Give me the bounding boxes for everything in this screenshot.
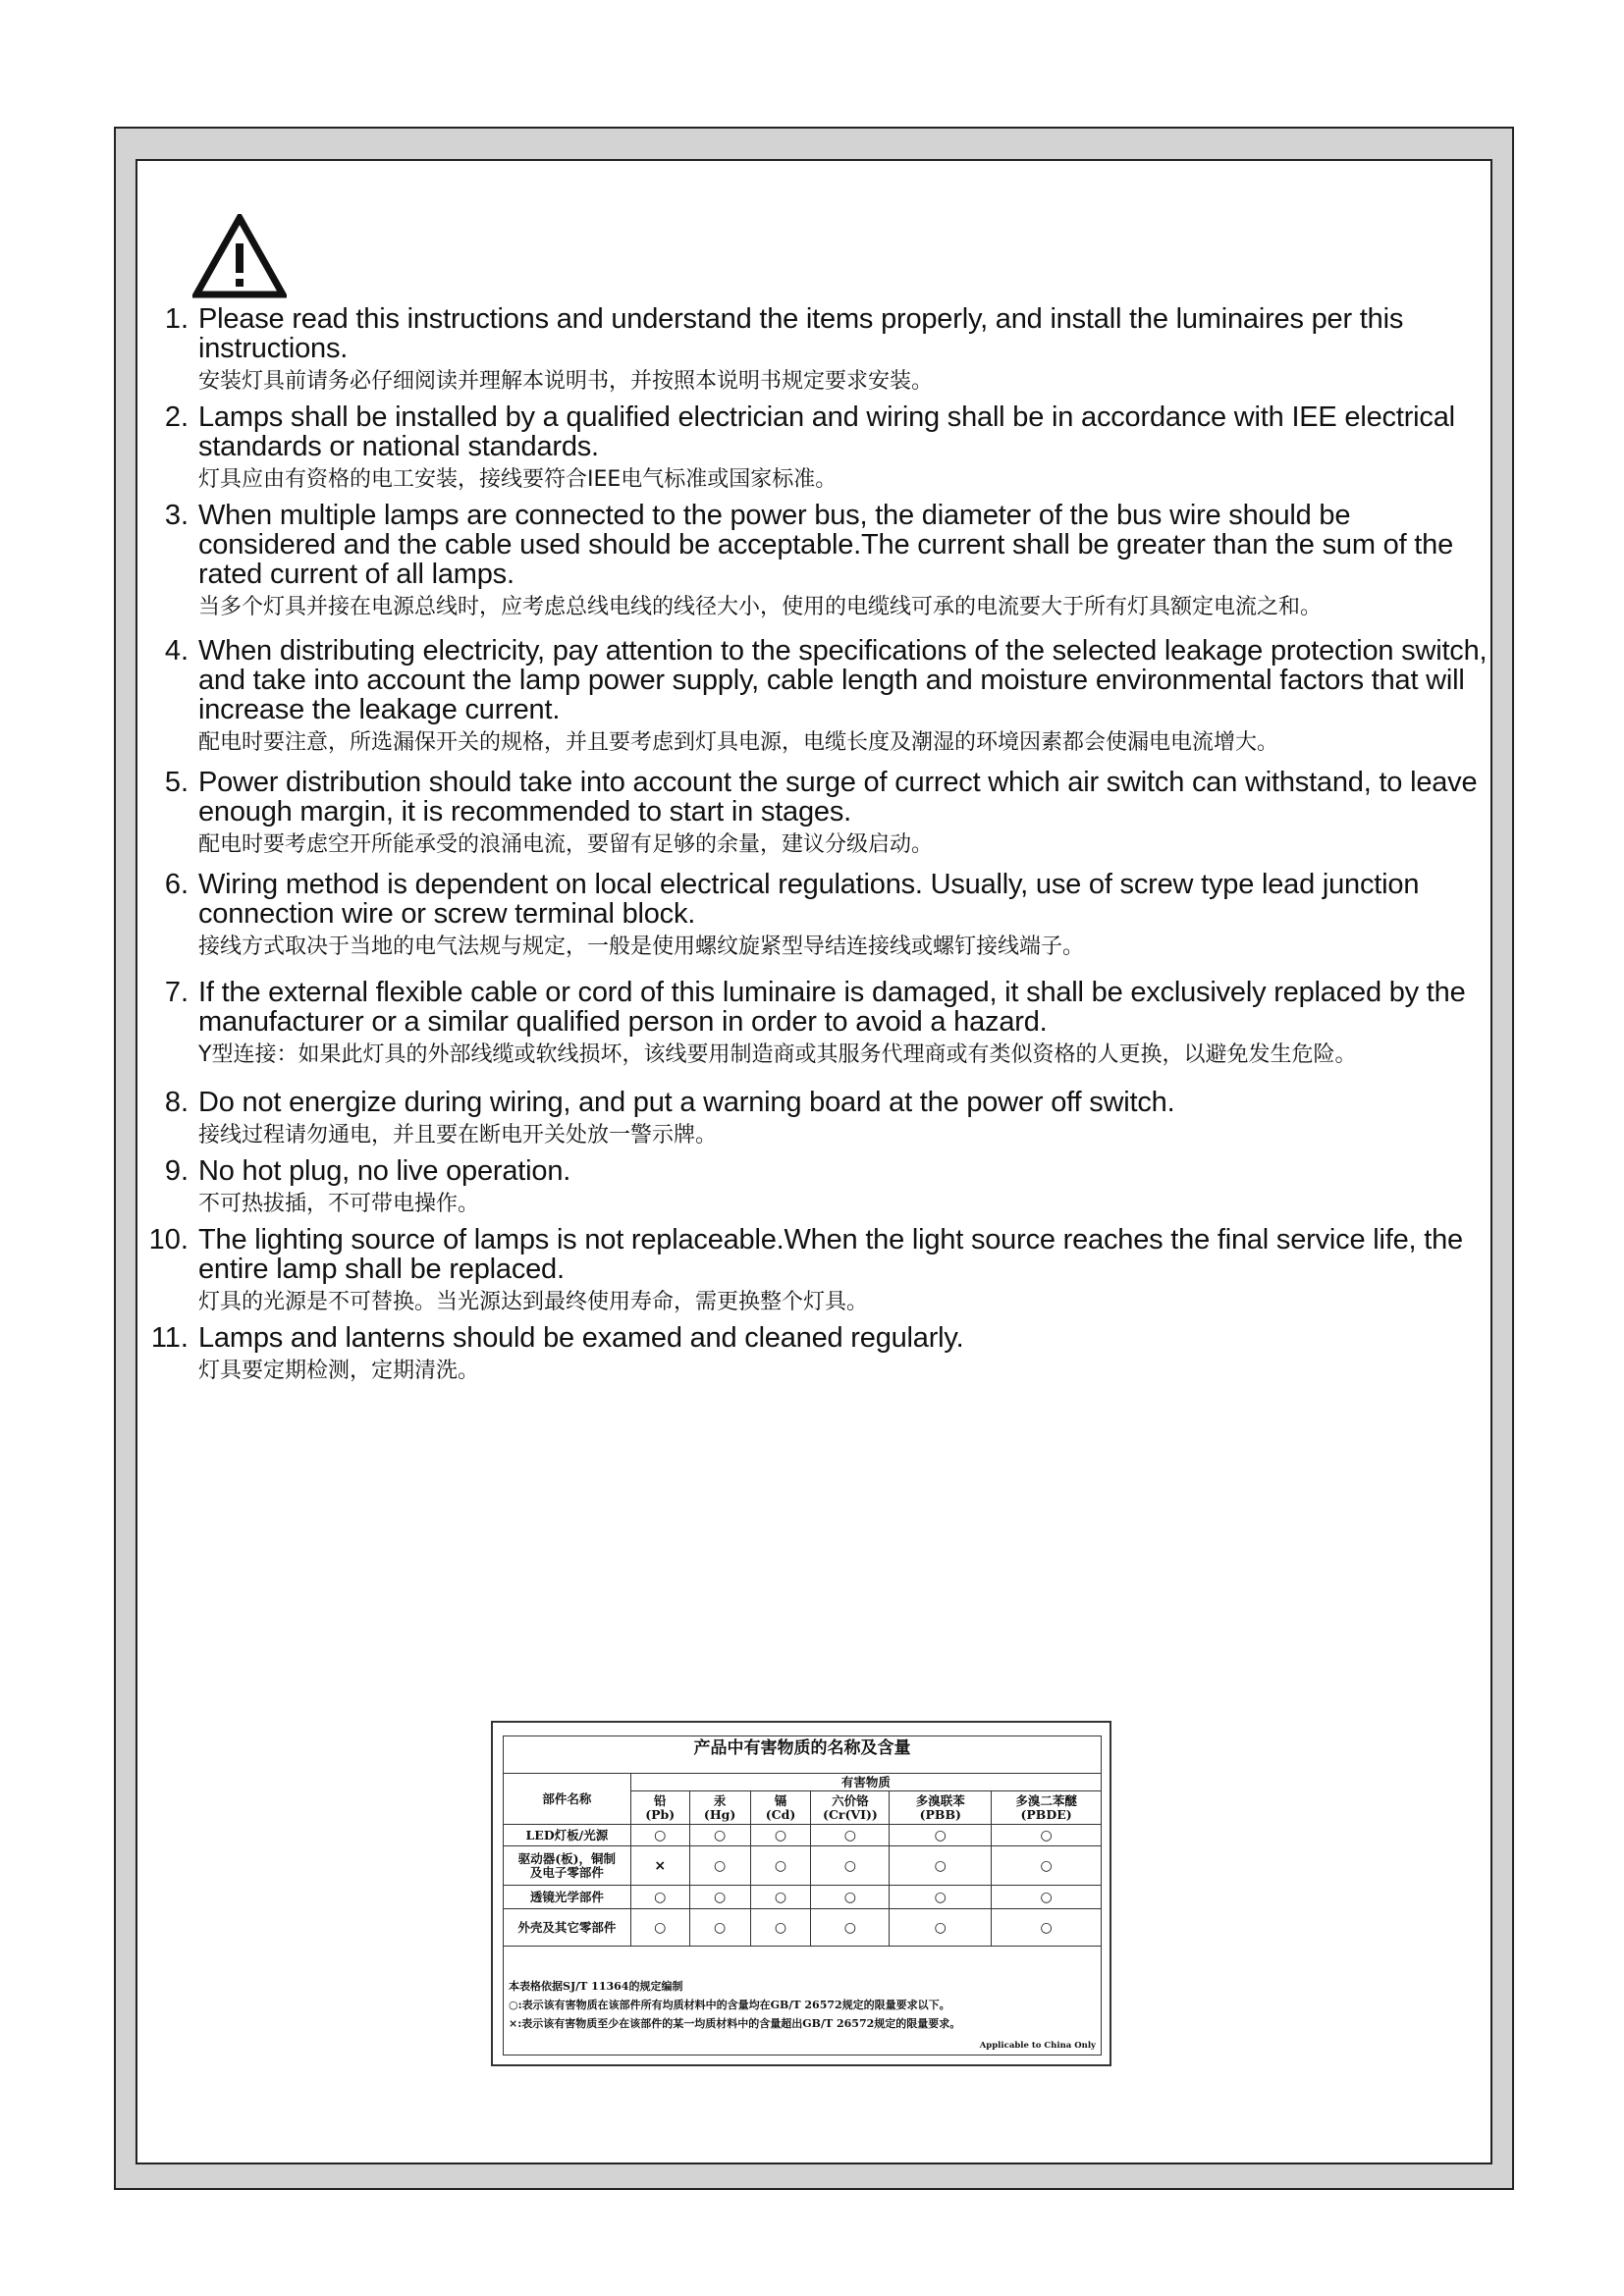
instruction-item [147,304,1492,397]
instruction-english: The lighting source of lamps is not replaceable.When the light source reaches the final service life, the entire lamp shall be replaced. [198,1224,1463,1285]
instruction-item [147,1323,1492,1386]
substance-mark-cell: × [630,1846,689,1886]
instruction-number: 7. [164,977,189,1008]
instruction-number: 5. [164,767,189,798]
substance-mark-cell: ○ [992,1886,1102,1909]
instruction-number: 11. [150,1322,189,1354]
substance-mark-cell: ○ [750,1909,811,1947]
instruction-chinese: 接线方式取决于当地的电气法规与规定，一般是使用螺纹旋紧型导结连接线或螺钉接线端子。 [198,934,1085,959]
substance-header [689,1791,750,1825]
table-note: 本表格依据SJ/T 11364的规定编制 [509,1980,683,1993]
instruction-number: 4. [164,635,189,667]
instruction-chinese: 配电时要注意，所选漏保开关的规格，并且要考虑到灯具电源，电缆长度及潮湿的环境因素都会使漏电电流增大。 [198,730,1279,755]
substance-header [992,1791,1102,1825]
substance-mark-cell: ○ [992,1825,1102,1846]
substance-mark-cell: ○ [890,1846,992,1886]
instruction-item [147,1225,1492,1317]
instruction-chinese: Y型连接：如果此灯具的外部线缆或软线损坏，该线要用制造商或其服务代理商或有类似资格的人更换，以避免发生危险。 [198,1042,1357,1067]
table-row [504,1846,1102,1886]
part-name-header: 部件名称 [504,1774,631,1825]
instruction-number: 3. [164,500,189,531]
instruction-item [147,1088,1492,1150]
table-row [504,1909,1102,1947]
instruction-chinese: 当多个灯具并接在电源总线时，应考虑总线电线的线径大小，使用的电缆线可承的电流要大于所有灯具额定电流之和。 [198,595,1323,619]
substance-mark-cell: ○ [750,1846,811,1886]
table-note: ×:表示该有害物质至少在该部件的某一均质材料中的含量超出GB/T 26572规定的限量要求。 [509,2017,961,2030]
instruction-item [147,768,1492,860]
warning-triangle-icon [192,214,287,298]
substance-name: 汞 [713,1792,727,1808]
substance-symbol: (Hg) [703,1806,736,1822]
table-note: ○:表示该有害物质在该部件所有均质材料中的含量均在GB/T 26572规定的限量要求以下。 [509,1999,950,2011]
substance-symbol: (Cd) [765,1806,796,1822]
instruction-chinese: 不可热拔插，不可带电操作。 [198,1192,480,1216]
substance-symbol: (PBDE) [1020,1806,1072,1822]
substance-mark-cell: ○ [689,1846,750,1886]
instruction-english: Please read this instructions and understand the items properly, and install the luminaires per this instructions. [198,303,1404,364]
substance-mark-cell: ○ [890,1909,992,1947]
instruction-chinese: 安装灯具前请务必仔细阅读并理解本说明书，并按照本说明书规定要求安装。 [198,369,934,394]
instructions-list [147,304,1492,1392]
instruction-number: 8. [164,1087,189,1118]
substance-mark-cell: ○ [689,1825,750,1846]
hazardous-group-header: 有害物质 [630,1774,1101,1791]
hazard-table-title: 产品中有害物质的名称及含量 [693,1738,911,1758]
substance-name: 六价铬 [832,1792,869,1808]
substance-mark-cell: ○ [890,1886,992,1909]
part-name-cell: LED灯板/光源 [504,1825,631,1846]
substance-mark-cell: ○ [689,1886,750,1909]
table-row [504,1886,1102,1909]
hazard-table-notes [509,1977,1098,2033]
substance-symbol: (Pb) [645,1806,676,1822]
substance-mark-cell: ○ [750,1886,811,1909]
instruction-item [147,1156,1492,1219]
substance-mark-cell: ○ [689,1909,750,1947]
substance-header [811,1791,890,1825]
instruction-item [147,978,1492,1070]
instruction-english: Do not energize during wiring, and put a warning board at the power off switch. [198,1087,1175,1118]
substance-mark-cell: ○ [811,1825,890,1846]
instruction-chinese: 灯具要定期检测，定期清洗。 [198,1359,480,1383]
substance-mark-cell: ○ [811,1909,890,1947]
instruction-english: Lamps shall be installed by a qualified electrician and wiring shall be in accordance with IEE electrical standards or national standards. [198,401,1455,462]
instruction-item [147,501,1492,622]
substance-name: 多溴联苯 [915,1792,965,1808]
instruction-chinese: 灯具应由有资格的电工安装，接线要符合IEE电气标准或国家标准。 [198,467,838,492]
substance-mark-cell: ○ [630,1909,689,1947]
instruction-english: Power distribution should take into account the surge of currect which air switch can withstand, to leave enough margin, it is recommended to start in stages. [198,767,1478,828]
instruction-english: No hot plug, no live operation. [198,1155,571,1187]
instruction-number: 1. [164,303,189,335]
instruction-number: 2. [164,401,189,433]
instruction-item [147,636,1492,758]
instruction-english: When distributing electricity, pay attention to the specifications of the selected leakage protection switch, and take into account the lamp power supply, cable length and moisture environmental factors that will increase the leakage current. [198,635,1488,725]
instruction-chinese: 接线过程请勿通电，并且要在断电开关处放一警示牌。 [198,1123,718,1148]
part-name-cell: 驱动器(板)，铜制及电子零部件 [504,1846,631,1886]
substance-header [890,1791,992,1825]
substance-mark-cell: ○ [750,1825,811,1846]
substance-name: 多溴二苯醚 [1015,1792,1077,1808]
substance-mark-cell: ○ [811,1846,890,1886]
instruction-item [147,870,1492,962]
part-name-cell: 透镜光学部件 [504,1886,631,1909]
substance-mark-cell: ○ [811,1886,890,1909]
instruction-chinese: 灯具的光源是不可替换。当光源达到最终使用寿命，需更换整个灯具。 [198,1290,869,1314]
substance-header [750,1791,811,1825]
substance-name: 铅 [653,1792,667,1808]
instruction-english: When multiple lamps are connected to the power bus, the diameter of the bus wire should be considered and the cable used should be acceptable.The current shall be greater than the sum of the rated current of all lamps. [198,500,1453,590]
substance-mark-cell: ○ [992,1909,1102,1947]
substance-mark-cell: ○ [992,1846,1102,1886]
instruction-number: 6. [164,869,189,900]
instruction-english: Wiring method is dependent on local electrical regulations. Usually, use of screw type lead junction connection wire or screw terminal block. [198,869,1420,930]
instruction-number: 9. [164,1155,189,1187]
instruction-english: Lamps and lanterns should be examed and cleaned regularly. [198,1322,964,1354]
instruction-english: If the external flexible cable or cord of this luminaire is damaged, it shall be exclusively replaced by the manufacturer or a similar qualified person in order to avoid a hazard. [198,977,1466,1038]
applicable-note: Applicable to China Only [979,2041,1096,2051]
substance-symbol: (PBB) [919,1806,961,1822]
substance-symbol: (Cr(VI)) [823,1806,878,1822]
part-name-cell: 外壳及其它零部件 [504,1909,631,1947]
substance-mark-cell: ○ [630,1886,689,1909]
substance-name: 镉 [774,1792,787,1808]
substance-header [630,1791,689,1825]
instruction-chinese: 配电时要考虑空开所能承受的浪涌电流，要留有足够的余量，建议分级启动。 [198,832,934,857]
substance-mark-cell: ○ [890,1825,992,1846]
instruction-item [147,402,1492,495]
hazardous-substances-table [503,1773,1102,1947]
instruction-number: 10. [148,1224,189,1255]
table-row [504,1825,1102,1846]
substance-mark-cell: ○ [630,1825,689,1846]
